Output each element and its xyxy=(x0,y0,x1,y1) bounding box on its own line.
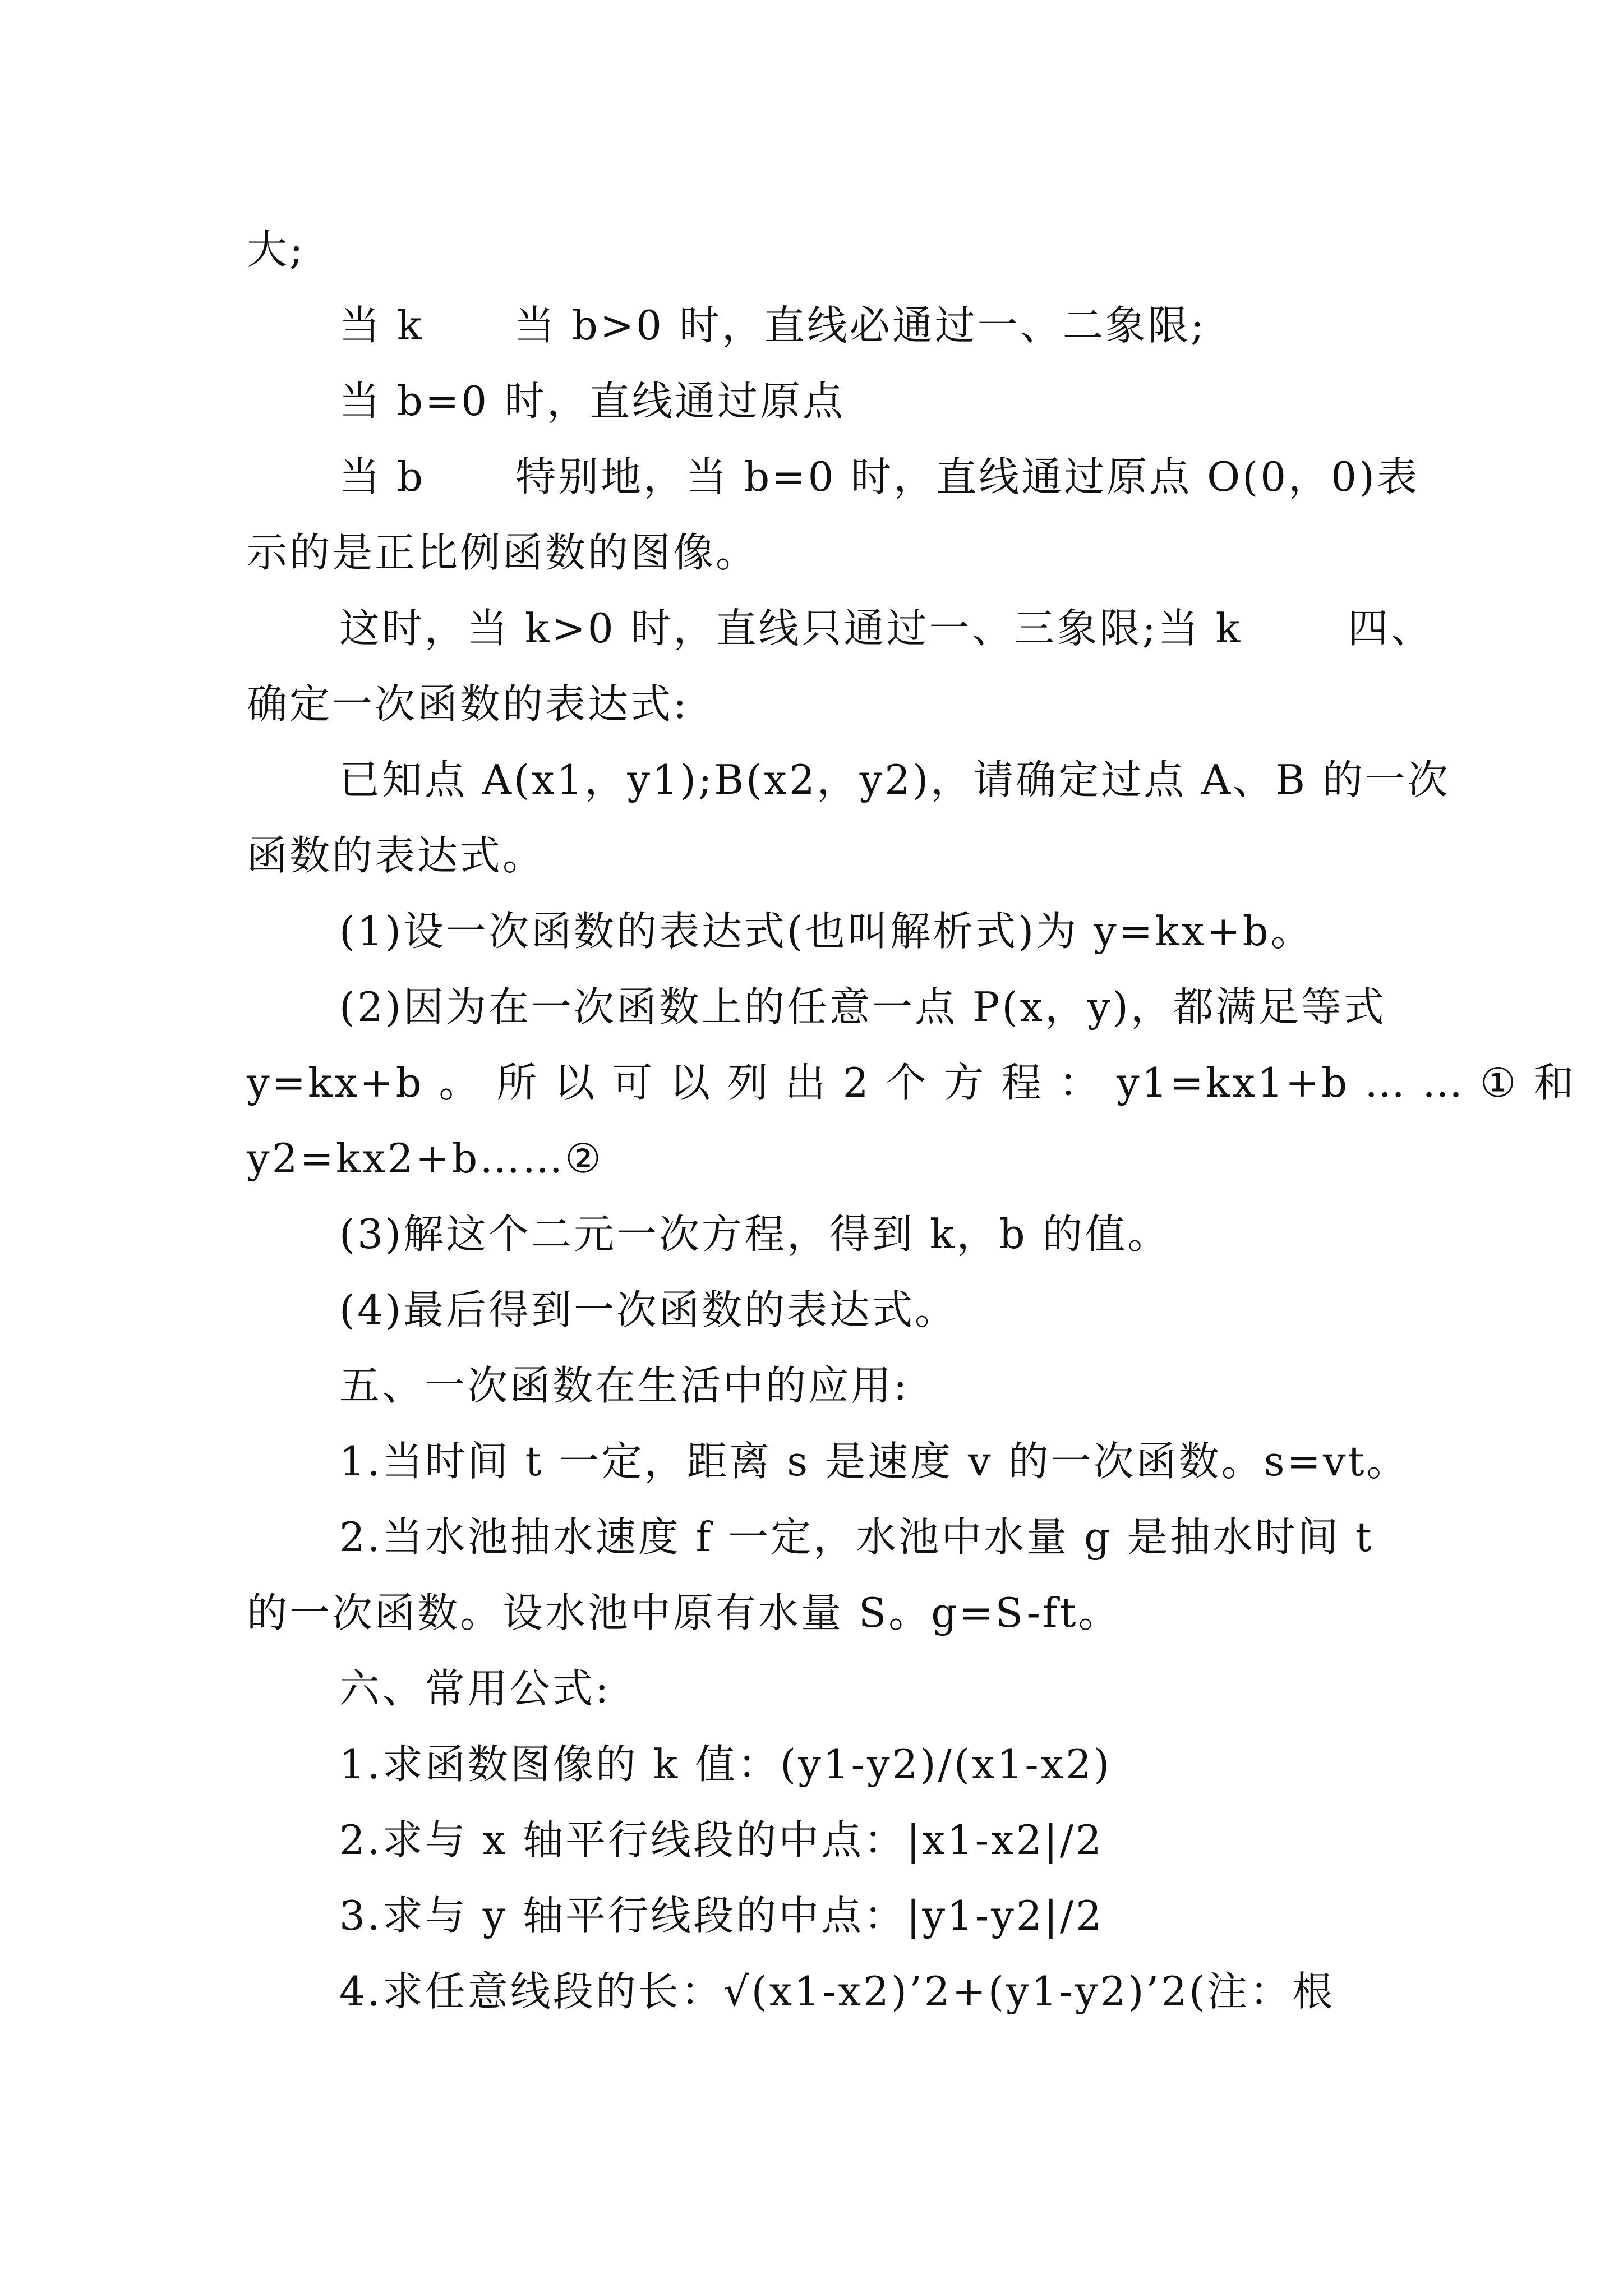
text-line-17: 1.当时间 t 一定，距离 s 是速度 v 的一次函数。s=vt。 xyxy=(339,1438,1409,1485)
formula-line-1: 1.求函数图像的 k 值：(y1-y2)/(x1-x2) xyxy=(339,1741,1112,1788)
text-line-14: (3)解这个二元一次方程，得到 k，b 的值。 xyxy=(339,1211,1170,1258)
text-line-2: 当 k 当 b>0 时，直线必通过一、二象限; xyxy=(339,302,1207,349)
text-line-1: 大; xyxy=(247,226,306,273)
formula-line-4: 4.求任意线段的长：√(x1-x2)’2+(y1-y2)’2(注：根 xyxy=(339,1968,1335,2015)
text-line-3: 当 b=0 时，直线通过原点 xyxy=(339,378,846,425)
formula-line-3: 3.求与 y 轴平行线段的中点：|y1-y2|/2 xyxy=(339,1892,1104,1939)
section-heading-5: 五、一次函数在生活中的应用: xyxy=(339,1362,910,1409)
text-line-9: 函数的表达式。 xyxy=(247,832,546,879)
text-line-5: 示的是正比例函数的图像。 xyxy=(247,529,759,576)
text-line-10: (1)设一次函数的表达式(也叫解析式)为 y=kx+b。 xyxy=(339,908,1313,955)
text-line-11: (2)因为在一次函数上的任意一点 P(x，y)，都满足等式 xyxy=(339,983,1386,1030)
text-line-7: 确定一次函数的表达式: xyxy=(247,680,689,728)
text-line-13: y2=kx2+b……② xyxy=(247,1135,603,1182)
formula-line-2: 2.求与 x 轴平行线段的中点：|x1-x2|/2 xyxy=(339,1816,1104,1864)
section-heading-6: 六、常用公式: xyxy=(339,1665,611,1712)
text-line-18: 2.当水池抽水速度 f 一定，水池中水量 g 是抽水时间 t xyxy=(339,1513,1374,1561)
text-line-6: 这时，当 k>0 时，直线只通过一、三象限;当 k 四、 xyxy=(339,605,1433,652)
text-line-8: 已知点 A(x1，y1);B(x2，y2)，请确定过点 A、B 的一次 xyxy=(339,756,1450,803)
text-line-19: 的一次函数。设水池中原有水量 S。g=S-ft。 xyxy=(247,1589,1121,1636)
text-line-15: (4)最后得到一次函数的表达式。 xyxy=(339,1286,957,1333)
text-line-12: y=kx+b 。 所 以 可 以 列 出 2 个 方 程 ： y1=kx1+b … … ① 和 xyxy=(247,1059,1576,1106)
text-line-4: 当 b 特别地，当 b=0 时，直线通过原点 O(0，0)表 xyxy=(339,453,1420,500)
